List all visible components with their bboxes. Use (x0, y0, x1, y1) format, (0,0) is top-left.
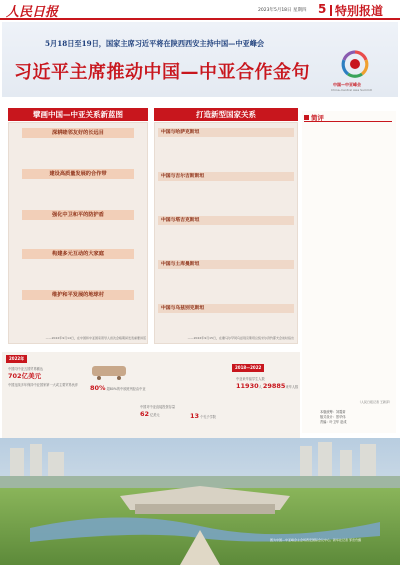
trade-value: 702亿美元 (8, 372, 42, 380)
newspaper-logo: 人民日报 (6, 5, 59, 20)
students-label: 中亚来华留学生人数 (236, 377, 265, 381)
invest-label: 中国对中亚直接投资存量 (140, 405, 176, 409)
section-name (330, 2, 383, 19)
students-wrap (236, 382, 298, 390)
share-text: 超80%的中欧班列经由中亚 (106, 387, 146, 391)
tag-2018: 2018—2022 (232, 364, 264, 372)
plant-value: 13 (190, 412, 200, 420)
right-subhead-3: 中国与塔吉克斯坦 (158, 216, 294, 225)
section-bar-icon (330, 5, 332, 16)
invest-value-wrap (140, 410, 160, 418)
left-paragraph-1 (12, 140, 144, 166)
left-subhead-4: 构建多元互动的大家庭 (22, 249, 134, 259)
headline: 习近平主席推动中国—中亚合作金句 (14, 62, 310, 83)
left-subhead-1: 深耕睦邻友好的长远目 (22, 128, 134, 138)
kicker: 5月18日至19日，国家主席习近平将在陕西西安主持中国—中亚峰会 (45, 39, 265, 48)
students-unit: 人 (258, 385, 262, 389)
emblem-subtitle: China–Central Asia Summit (331, 88, 372, 92)
plant-wrap (190, 412, 216, 420)
left-paragraph-3 (12, 222, 144, 246)
editor-credits (320, 410, 347, 425)
total-label: 来华人数 (285, 385, 299, 389)
plant-label: 个孔子学院 (200, 415, 216, 419)
masthead (0, 0, 400, 20)
tag-2022: 2022年 (6, 355, 27, 363)
invest-value: 62 (140, 410, 150, 418)
page-number: 5 (318, 2, 327, 16)
editor-line-3: 责编：叶卫华 赵成 (320, 420, 347, 424)
left-subhead-5: 维护和平发展的地球村 (22, 290, 134, 300)
students-value: 11930 (236, 382, 259, 390)
commentary-rule (304, 121, 392, 122)
editor-line-2: 版式设计：蔡华伟 (320, 415, 346, 419)
right-subhead-4: 中国与土库曼斯坦 (158, 260, 294, 269)
left-column-title: 擘画中国—中亚关系新蓝图 (8, 108, 148, 121)
photo-caption: 图为中国—中亚峰会主会场西安国际会议中心。新华社记者 邹竞舟摄 (270, 538, 361, 542)
commentary-mark-icon (304, 115, 309, 120)
right-paragraph-2 (158, 183, 294, 213)
trade-note: 中国连续多年保持中亚国家第一大或主要贸易伙伴 (8, 383, 79, 387)
right-subhead-5: 中国与乌兹别克斯坦 (158, 304, 294, 313)
conference-center-photo (0, 438, 400, 565)
total-value: 29885 (262, 382, 286, 390)
left-paragraph-4 (12, 261, 144, 287)
summit-emblem-icon (340, 49, 370, 79)
issue-date: 2023年5月18日 星期四 (258, 8, 307, 13)
right-subhead-2: 中国与吉尔吉斯斯坦 (158, 172, 294, 181)
left-subhead-3: 强化中卫和平的防护盾 (22, 210, 134, 220)
section-label: 特别报道 (335, 4, 384, 18)
commentary-body (304, 125, 392, 395)
share-label (90, 384, 146, 392)
right-subhead-1: 中国与哈萨克斯坦 (158, 128, 294, 137)
left-paragraph-5 (12, 302, 144, 332)
emblem-caption: 中国—中亚峰会 (333, 82, 361, 87)
trade-label: 中国同中亚五国贸易额达 (8, 367, 44, 371)
right-paragraph-3 (158, 227, 294, 257)
commentary-title-text: 简评 (311, 114, 324, 122)
right-paragraph-1 (158, 139, 294, 169)
left-subhead-2: 建设高质量发展的合作带 (22, 169, 134, 179)
commentary-byline: （人民日报记者 王新萍） (358, 400, 392, 404)
train-icon (90, 362, 130, 382)
right-paragraph-5 (158, 315, 294, 333)
share-value: 80% (90, 384, 106, 392)
left-caption: ——2022年9月14日，在中国和中亚国家领导人首次会晤期间发表重要讲话 (45, 336, 146, 340)
right-column-title: 打造新型国家关系 (154, 108, 298, 121)
invest-unit: 亿美元 (150, 413, 160, 417)
editor-line-1: 本版统筹：刘震菊 (320, 410, 346, 414)
left-paragraph-2 (12, 181, 144, 207)
right-paragraph-4 (158, 271, 294, 301)
right-caption: ——2022年9月15日，在撒马尔罕同乌兹别克斯坦总统米尔济约耶夫会谈时指出 (187, 336, 294, 340)
